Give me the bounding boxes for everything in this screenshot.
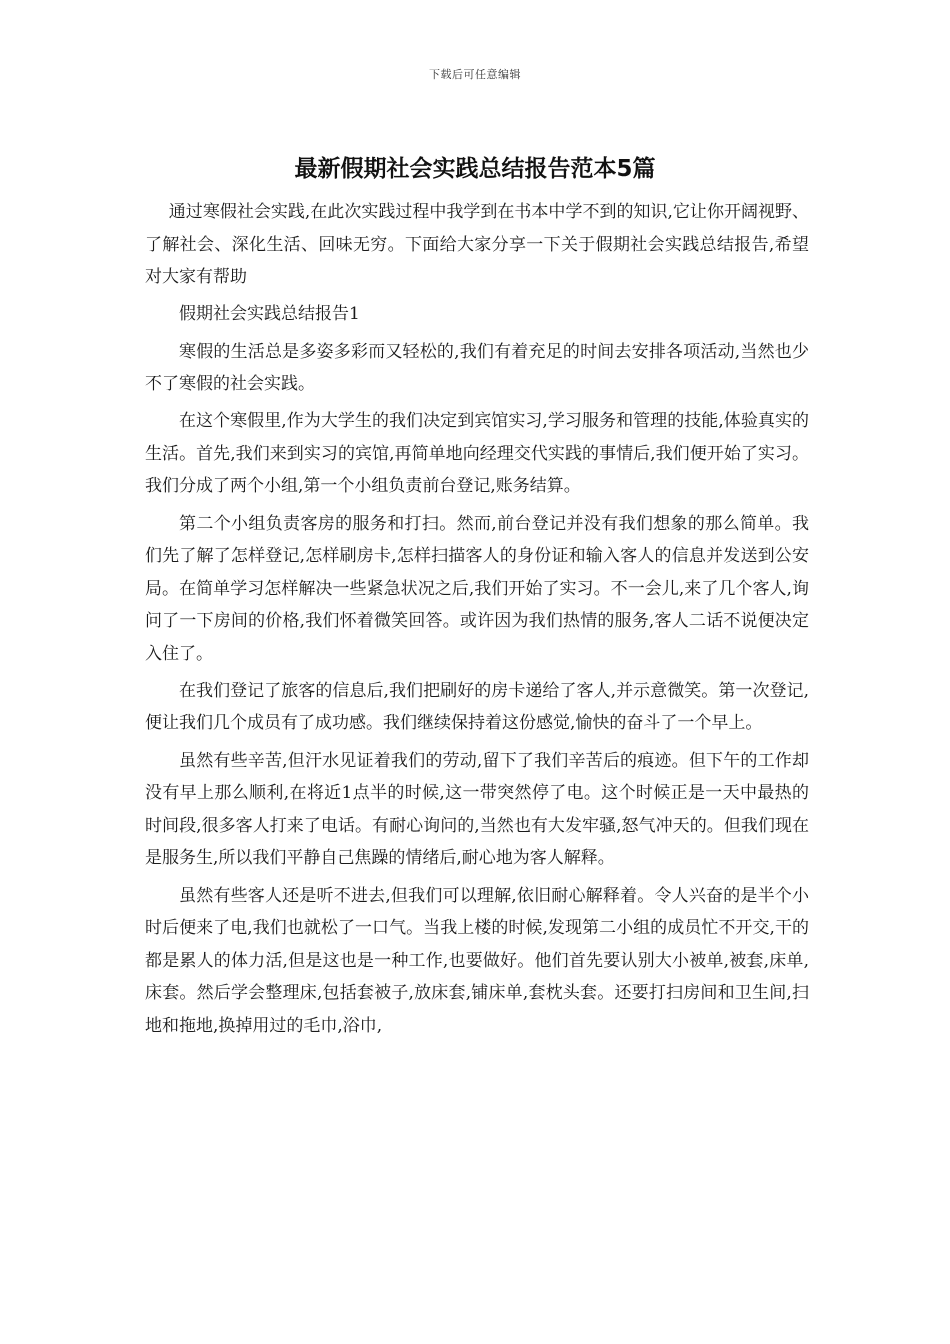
header-note: 下载后可任意编辑	[429, 68, 521, 81]
body-paragraph: 第二个小组负责客房的服务和打扫。然而,前台登记并没有我们想象的那么简单。我们先了解了怎样登记,怎样刷房卡,怎样扫描客人的身份证和输入客人的信息并发送到公安局。在简单学习怎样解决一些紧急状况之后,我们开始了实习。不一会儿,来了几个客人,询问了一下房间的价格,我们怀着微笑回答。或许因为我们热情的服务,客人二话不说便决定入住了。	[145, 513, 809, 664]
body-paragraph: 在我们登记了旅客的信息后,我们把刷好的房卡递给了客人,并示意微笑。第一次登记,便让我们几个成员有了成功感。我们继续保持着这份感觉,愉快的奋斗了一个早上。	[145, 680, 809, 734]
body-paragraph: 虽然有些辛苦,但汗水见证着我们的劳动,留下了我们辛苦后的痕迹。但下午的工作却没有早上那么顺利,在将近1点半的时候,这一带突然停了电。这个时候正是一天中最热的时间段,很多客人打来了电话。有耐心询问的,当然也有大发牢骚,怒气冲天的。但我们现在是服务生,所以我们平静自己焦躁的情绪后,耐心地为客人解释。	[145, 750, 809, 869]
intro-paragraph: 通过寒假社会实践,在此次实践过程中我学到在书本中学不到的知识,它让你开阔视野、了解社会、深化生活、回味无穷。下面给大家分享一下关于假期社会实践总结报告,希望对大家有帮助	[145, 202, 809, 287]
body-paragraph: 寒假的生活总是多姿多彩而又轻松的,我们有着充足的时间去安排各项活动,当然也少不了寒假的社会实践。	[145, 341, 809, 395]
document-body	[145, 196, 809, 1047]
body-paragraph: 在这个寒假里,作为大学生的我们决定到宾馆实习,学习服务和管理的技能,体验真实的生活。首先,我们来到实习的宾馆,再简单地向经理交代实践的事情后,我们便开始了实习。我们分成了两个小组,第一个小组负责前台登记,账务结算。	[145, 411, 809, 497]
document-title: 最新假期社会实践总结报告范本5篇	[294, 156, 656, 182]
section-heading: 假期社会实践总结报告1	[179, 304, 360, 325]
body-paragraph: 虽然有些客人还是听不进去,但我们可以理解,依旧耐心解释着。令人兴奋的是半个小时后便来了电,我们也就松了一口气。当我上楼的时候,发现第二小组的成员忙不开交,干的都是累人的体力活,但是这也是一种工作,也要做好。他们首先要认别大小被单,被套,床单,床套。然后学会整理床,包括套被子,放床套,铺床单,套枕头套。还要打扫房间和卫生间,扫地和拖地,换掉用过的毛巾,浴巾,	[145, 885, 809, 1036]
